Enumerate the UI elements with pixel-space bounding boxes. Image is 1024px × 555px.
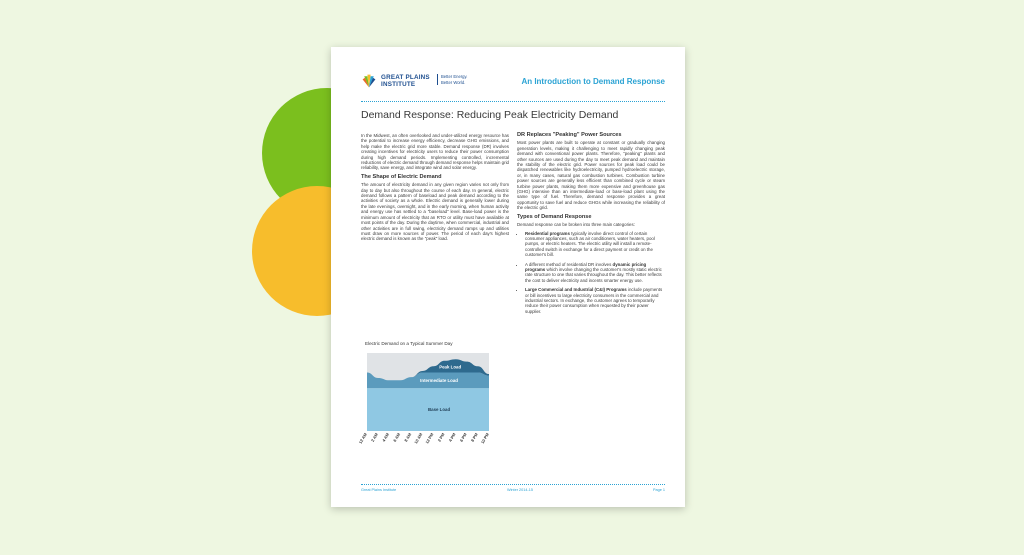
demand-chart xyxy=(357,341,495,459)
series-label: Intermediate Load xyxy=(420,377,459,383)
x-tick-label: 8 PM xyxy=(469,432,479,443)
list-item: • Large Commercial and Industrial (C&I) Programs include payments or bill incentives to large electricity consumers in the commercial and industrial sectors. In exchange, the customer agrees to temporarily reduce their power consumption when requested by their power supplier. xyxy=(525,287,665,314)
x-tick-label: 6 PM xyxy=(458,432,468,443)
document-page xyxy=(331,47,685,507)
x-tick-label: 12 PM xyxy=(424,432,435,445)
series-label: Base Load xyxy=(427,407,451,413)
footer-divider xyxy=(361,484,665,485)
series-label: Peak Load xyxy=(439,364,462,370)
shape-paragraph: The amount of electricity demand in any given region varies not only from day to day but also throughout the course of each day. In general, electric demand follows a pattern of baseload and peak demand according to the activities of society as a whole. Electric demand is generally lower during the late evenings, overnight, and in the early morning, when human activity and energy use has settled to a "baseload" level. Base-load power is the minimum amount of electricity that an RTO or utility must have available at most points of the day. During the daytime, when commercial, industrial and other activities are in full swing, electricity demand ramps up and utilities must draw on more sources of power. The period of each day's highest electric demand is known as the "peak" load. xyxy=(361,182,509,242)
org-name: GREAT PLAINS INSTITUTE xyxy=(381,74,430,88)
list-item: • A different method of residential DR involves dynamic pricing programs which involve changing the customer's mostly static electric rate structure to one that varies throughout the day. This better reflects the cost to deliver electricity and incents smarter energy use. xyxy=(525,262,665,284)
x-tick-label: 4 AM xyxy=(381,432,391,443)
x-tick-label: 8 AM xyxy=(403,432,413,443)
section-heading-shape: The Shape of Electric Demand xyxy=(361,173,442,180)
document-title: Demand Response: Reducing Peak Electricity Demand xyxy=(361,109,619,121)
x-tick-label: 6 AM xyxy=(392,432,402,443)
types-list xyxy=(517,231,665,315)
list-item: • Residential programs typically involve direct control of certain consumer appliances, such as air conditioners, water heaters, pool pumps, or electric heaters. The electric utility will install a remote-controlled switch in exchange for a direct payment or credit on the customer's bill. xyxy=(525,231,665,258)
x-tick-label: 2 PM xyxy=(436,432,446,443)
org-tagline: Better Energy. Better World. xyxy=(437,74,467,85)
x-tick-label: 10 AM xyxy=(413,432,424,445)
footer-org: Great Plains Institute xyxy=(361,488,397,492)
right-column xyxy=(517,133,665,318)
x-tick-label: 4 PM xyxy=(447,432,457,443)
x-tick-label: 2 AM xyxy=(369,432,379,443)
section-heading-peaking: DR Replaces "Peaking" Power Sources xyxy=(517,132,622,138)
types-paragraph: Demand response can be broken into three main categories: xyxy=(517,222,635,228)
section-heading-types: Types of Demand Response xyxy=(517,213,592,220)
header-divider xyxy=(361,101,665,102)
x-tick-label: 12 AM xyxy=(357,432,368,445)
intro-paragraph: In the Midwest, an often overlooked and under-utilized energy resource has the potential to increase energy efficiency, decrease GHG emissions, and help make the electric grid more stable. Demand response (DR) involves creating incentives for electricity users to reduce their power consumption during high demand periods. Implementing controlled, incremental reductions of electric demand through demand response helps maintain grid reliability, save energy, and integrate wind and solar energy. xyxy=(361,133,509,171)
gpi-logo-icon xyxy=(361,73,377,89)
footer-date: Winter 2014-15 xyxy=(507,488,533,492)
x-tick-label: 10 PM xyxy=(479,432,490,445)
footer-page: Page 1 xyxy=(652,488,665,492)
left-column xyxy=(361,133,509,245)
peaking-paragraph: Most power plants are built to operate at constant or gradually changing generation levels, making it challenging to meet rapidly changing peak demand with conventional power plants. Therefore, "peaking" plants and other sources are used during the day to meet peak demand and maintain the stability of the electric grid. Power sources for peak load could be dispatched renewables like hydroelectricity, pumped hydroelectric storage, or, in many cases, natural gas combustion turbines. Combustion turbine power sources are generally less efficient than combined cycle or steam turbine power plants, making them more expensive and greenhouse gas (GHG) intensive than an intermediate-load or base-load plant using the same type of fuel. Therefore, demand response provides a great opportunity to save fuel and reduce GHGs while increasing the reliability of the electric grid. xyxy=(517,140,665,211)
chart-title: Electric Demand on a Typical Summer Day xyxy=(365,341,453,346)
chart-svg xyxy=(357,347,495,459)
header-title: An Introduction to Demand Response xyxy=(521,77,665,86)
